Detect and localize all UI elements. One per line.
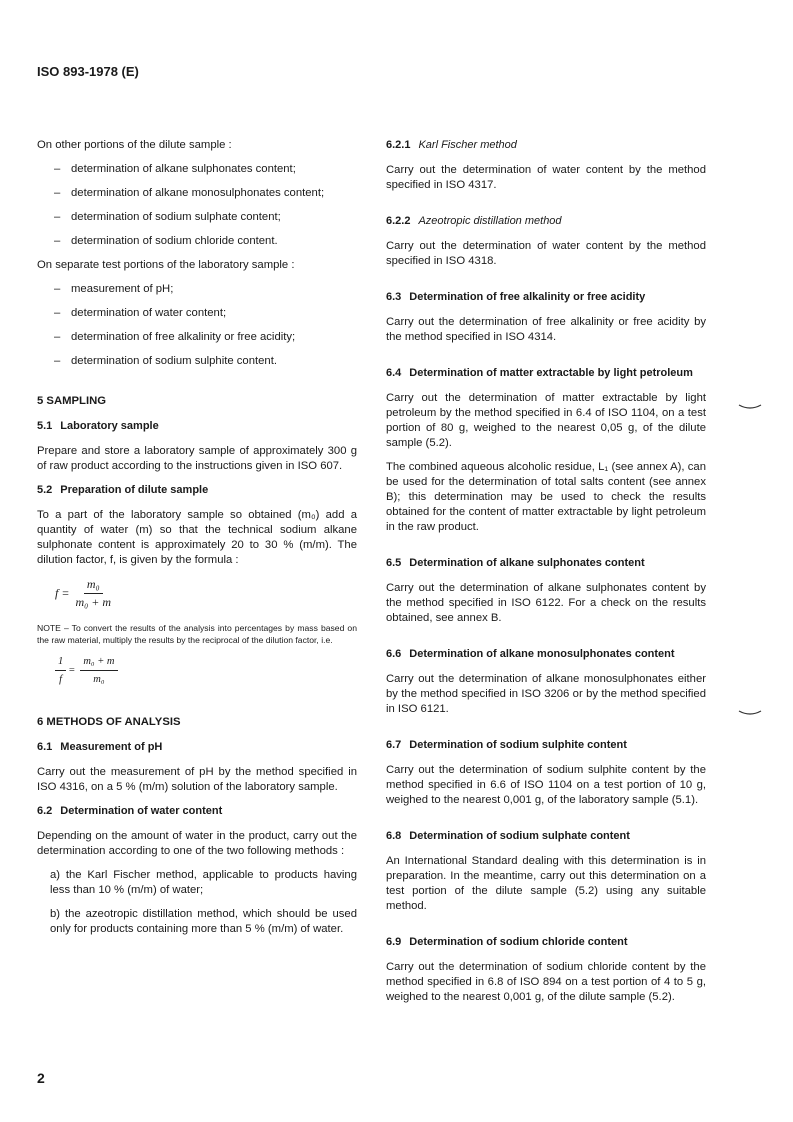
reciprocal-formula: $\frac{1}{f}$ = $\frac{\text{m₀ + m}}{\text{m₀}}$: [52, 654, 357, 687]
right-column: [386, 138, 706, 1014]
section-6-4-text-2: The combined aqueous alcoholic residue, L₁ (see annex A), can be used for the determination of total salts content (see annex B); this determination may be used to check the results obtained for the content of matter extractable by light petroleum in the raw product.: [386, 461, 706, 533]
section-6-heading: 6 METHODS OF ANALYSIS: [37, 716, 181, 728]
section-6-9-heading: 6.9 Determination of sodium chloride content: [386, 936, 628, 948]
margin-mark: [738, 402, 762, 410]
list-item: – determination of water content;: [54, 307, 227, 319]
section-6-5-text: Carry out the determination of alkane sulphonates content by the method specified in ISO 6122. For a check on the results obtained, see annex B.: [386, 582, 706, 624]
list-item: – determination of sodium chloride content.: [54, 235, 278, 247]
lab-sample-intro: On separate test portions of the laboratory sample :: [37, 259, 295, 271]
dilution-factor-formula: f = $\frac{\text{m₀}}{\text{m₀ + m}}$: [55, 577, 112, 609]
section-6-3-heading: 6.3 Determination of free alkalinity or free acidity: [386, 291, 646, 303]
section-5-2-heading: 5.2 Preparation of dilute sample: [37, 484, 209, 496]
section-6-6-text: Carry out the determination of alkane monosulphonates either by the method specified in ISO 3206 or by the method specified in ISO 6121.: [386, 673, 706, 715]
section-6-8-heading: 6.8 Determination of sodium sulphate content: [386, 830, 630, 842]
section-6-2-heading: 6.2 Determination of water content: [37, 805, 223, 817]
section-5-heading: 5 SAMPLING: [37, 395, 107, 407]
section-6-4-text-1: Carry out the determination of matter extractable by light petroleum by the method specified in 6.4 of ISO 1104, on a test portion of 80 g, weighed to the nearest 0,05 g, of the dilute sample (5.2).: [386, 392, 706, 449]
margin-mark: [738, 708, 762, 716]
page-number: 2: [37, 1070, 45, 1086]
left-column: [37, 138, 357, 946]
section-6-6-heading: 6.6 Determination of alkane monosulphonates content: [386, 648, 675, 660]
list-item: – determination of alkane sulphonates content;: [54, 163, 296, 175]
section-6-3-text: Carry out the determination of free alkalinity or free acidity by the method specified in ISO 4314.: [386, 316, 706, 343]
section-6-2-text: Depending on the amount of water in the product, carry out the determination according to one of the two following methods :: [37, 830, 357, 857]
section-6-5-heading: 6.5 Determination of alkane sulphonates content: [386, 557, 645, 569]
section-5-2-text: To a part of the laboratory sample so obtained (m₀) add a quantity of water (m) so that the technical sodium alkane sulphonate content is approximately 20 to 30 % (m/m). The dilution factor, f, is given by the formula :: [37, 509, 357, 566]
section-6-1-heading: 6.1 Measurement of pH: [37, 741, 163, 753]
method-b-text: b) the azeotropic distillation method, which should be used only for products containing more than 5 % (m/m) of water.: [50, 908, 357, 935]
dilute-sample-intro: On other portions of the dilute sample :: [37, 139, 232, 151]
section-6-8-text: An International Standard dealing with this determination is in preparation. In the meantime, carry out this determination on a test portion of the dilute sample (5.2) using any suitable method.: [386, 855, 706, 912]
section-6-1-text: Carry out the measurement of pH by the method specified in ISO 4316, on a 5 % (m/m) solution of the laboratory sample.: [37, 766, 357, 793]
list-item: – measurement of pH;: [54, 283, 174, 295]
section-5-1-text: Prepare and store a laboratory sample of approximately 300 g of raw product according to the instructions given in ISO 607.: [37, 445, 357, 472]
list-item: – determination of free alkalinity or free acidity;: [54, 331, 296, 343]
method-a-text: a) the Karl Fischer method, applicable to products having less than 10 % (m/m) of water;: [50, 869, 357, 896]
section-5-1-heading: 5.1 Laboratory sample: [37, 420, 159, 432]
list-item: – determination of sodium sulphite content.: [54, 355, 277, 367]
note-text: NOTE – To convert the results of the analysis into percentages by mass based on the raw material, multiply the results by the reciprocal of the dilution factor, i.e.: [37, 623, 357, 645]
section-6-2-2-heading: 6.2.2 Azeotropic distillation method: [386, 215, 562, 227]
section-6-2-1-text: Carry out the determination of water content by the method specified in ISO 4317.: [386, 164, 706, 191]
section-6-2-2-text: Carry out the determination of water content by the method specified in ISO 4318.: [386, 240, 706, 267]
section-6-7-heading: 6.7 Determination of sodium sulphite content: [386, 739, 627, 751]
list-item: – determination of sodium sulphate content;: [54, 211, 281, 223]
section-6-2-1-heading: 6.2.1 Karl Fischer method: [386, 139, 517, 151]
list-item: – determination of alkane monosulphonates content;: [54, 187, 325, 199]
section-6-4-heading: 6.4 Determination of matter extractable by light petroleum: [386, 367, 693, 379]
section-6-9-text: Carry out the determination of sodium chloride content by the method specified in 6.8 of ISO 894 on a test portion of 4 to 5 g, weighed to the nearest 0,001 g, of the dilute sample (5.2).: [386, 961, 706, 1003]
section-6-7-text: Carry out the determination of sodium sulphite content by the method specified in 6.6 of ISO 1104 on a test portion of 10 g, weighed to the nearest 0,001 g, of the laboratory sample (5.1).: [386, 764, 706, 806]
document-header: ISO 893-1978 (E): [37, 64, 139, 79]
